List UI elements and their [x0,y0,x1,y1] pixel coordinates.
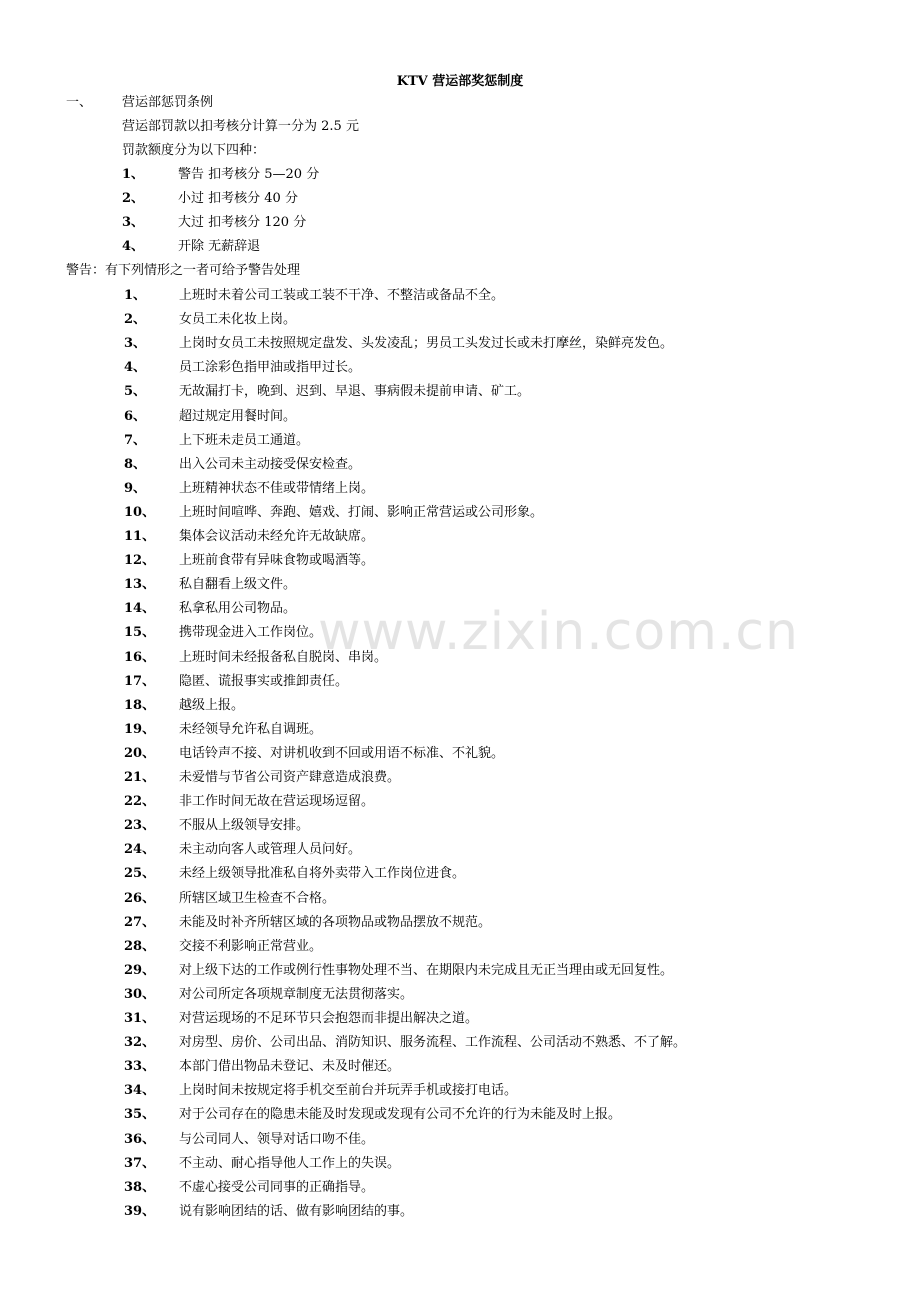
warning-item-number: 32、 [124,1035,156,1051]
warning-item-number: 2、 [124,312,147,328]
warning-item-number: 14、 [124,601,156,617]
warning-item-number: 35、 [124,1107,156,1123]
warning-item-number: 39、 [124,1203,156,1219]
warning-item-text: 集体会议活动未经允许无故缺席。 [179,529,375,544]
document-title: KTV 营运部奖惩制度 [396,74,524,89]
warning-item-number: 1、 [124,288,147,303]
warning-item-text: 出入公司未主动接受保安检查。 [179,456,362,472]
warning-item-number: 15、 [124,625,156,641]
warning-item-number: 9、 [124,480,147,496]
warning-item-number: 21、 [124,770,156,785]
warning-item-text: 所辖区域卫生检查不合格。 [179,890,336,906]
warning-item-text: 女员工未化妆上岗。 [179,312,297,328]
section-number: 一、 [66,95,93,110]
warning-item-number: 37、 [124,1155,156,1171]
warning-item-text: 上班时间未经报备私自脱岗、串岗。 [179,649,388,665]
warning-item-text: 对公司所定各项规章制度无法贯彻落实。 [179,986,414,1002]
warning-item-text: 上岗时女员工未按照规定盘发、头发凌乱；男员工头发过长或未打摩丝，染鲜亮发色。 [179,336,674,352]
section-title: 营运部惩罚条例 [122,95,214,110]
penalty-text: 大过 扣考核分 120 分 [178,215,307,230]
warning-item-number: 10、 [124,504,156,520]
warning-item-number: 13、 [124,577,156,593]
warning-item-text: 非工作时间无故在营运现场逗留。 [179,794,375,810]
warning-item-text: 不主动、耐心指导他人工作上的失误。 [179,1155,401,1171]
warning-item-text: 不服从上级领导安排。 [179,818,310,834]
warning-item-number: 26、 [124,890,156,906]
warning-item-number: 31、 [124,1011,156,1026]
warning-item-text: 私自翻看上级文件。 [179,577,297,593]
warning-item-text: 不虚心接受公司同事的正确指导。 [179,1179,375,1195]
warning-item-number: 24、 [124,842,156,858]
warning-item-text: 对营运现场的不足环节只会抱怨而非提出解决之道。 [179,1011,479,1026]
penalty-number: 4、 [122,239,145,254]
warning-item-text: 未经上级领导批准私自将外卖带入工作岗位进食。 [179,866,466,882]
warning-item-number: 7、 [124,432,147,448]
warning-item-number: 23、 [124,818,156,834]
warning-item-number: 25、 [124,866,156,882]
warning-item-text: 上岗时间未按规定将手机交至前台并玩弄手机或接打电话。 [179,1083,518,1099]
warning-item-text: 上班精神状态不佳或带情绪上岗。 [179,480,375,496]
penalty-text: 开除 无薪辞退 [178,239,261,254]
warning-item-text: 私拿私用公司物品。 [179,601,297,617]
warning-item-text: 本部门借出物品未登记、未及时催还。 [179,1059,401,1075]
warning-item-text: 上班时间喧哗、奔跑、嬉戏、打闹、影响正常营运或公司形象。 [179,504,544,520]
warning-item-number: 36、 [124,1131,156,1147]
warning-item-number: 20、 [124,745,156,761]
warning-item-text: 上班前食带有异味食物或喝酒等。 [179,553,375,569]
warning-item-text: 与公司同人、领导对话口吻不佳。 [179,1131,375,1147]
warning-item-number: 38、 [124,1179,156,1195]
warning-item-number: 6、 [124,408,147,424]
warning-item-number: 5、 [124,384,147,400]
warning-item-text: 对于公司存在的隐患未能及时发现或发现有公司不允许的行为未能及时上报。 [179,1107,622,1123]
warning-item-text: 对房型、房价、公司出品、消防知识、服务流程、工作流程、公司活动不熟悉、不了解。 [179,1035,687,1051]
warning-item-text: 电话铃声不接、对讲机收到不回或用语不标准、不礼貌。 [179,745,505,761]
warning-item-number: 28、 [124,938,156,954]
penalty-number: 3、 [122,215,145,230]
penalty-number: 1、 [122,167,145,182]
warning-item-number: 33、 [124,1059,156,1075]
warning-item-text: 超过规定用餐时间。 [179,408,297,424]
warning-item-number: 11、 [124,529,156,544]
warning-item-text: 无故漏打卡，晚到、迟到、早退、事病假未提前申请、矿工。 [179,384,531,400]
warning-item-text: 上班时未着公司工装或工装不干净、不整洁或备品不全。 [179,288,505,303]
warning-item-text: 对上级下达的工作或例行性事物处理不当、在期限内未完成且无正当理由或无回复性。 [179,962,674,978]
warning-item-number: 22、 [124,794,156,810]
penalty-text: 小过 扣考核分 40 分 [178,191,298,206]
warning-item-number: 27、 [124,914,156,930]
warning-item-number: 34、 [124,1083,156,1099]
penalty-number: 2、 [122,191,145,206]
watermark: www.zixin.com.cn [318,602,799,662]
warning-item-number: 19、 [124,721,156,737]
warning-item-text: 员工涂彩色指甲油或指甲过长。 [179,360,362,376]
warning-item-text: 未经领导允许私自调班。 [179,721,323,737]
warning-item-text: 说有影响团结的话、做有影响团结的事。 [179,1203,414,1219]
warning-item-number: 4、 [124,360,147,376]
warning-item-number: 30、 [124,986,156,1002]
warning-item-text: 未爱惜与节省公司资产肆意造成浪费。 [179,770,401,785]
warning-item-text: 交接不利影响正常营业。 [179,938,323,954]
warning-item-number: 8、 [124,456,147,472]
penalty-types-intro: 罚款额度分为以下四种： [122,143,266,158]
warning-item-text: 隐匿、谎报事实或推卸责任。 [179,673,349,689]
penalty-text: 警告 扣考核分 5—20 分 [178,167,320,182]
warning-item-text: 越级上报。 [179,697,245,713]
warning-heading: 警告：有下列情形之一者可给予警告处理 [66,263,301,278]
warning-item-number: 16、 [124,649,156,665]
warning-item-number: 18、 [124,697,156,713]
warning-item-text: 携带现金进入工作岗位。 [179,625,323,641]
warning-item-number: 3、 [124,336,147,352]
warning-item-number: 29、 [124,962,156,978]
warning-item-text: 未能及时补齐所辖区域的各项物品或物品摆放不规范。 [179,914,492,930]
warning-item-text: 上下班未走员工通道。 [179,432,310,448]
warning-item-number: 12、 [124,553,156,569]
warning-item-text: 未主动向客人或管理人员问好。 [179,842,362,858]
fine-rate-text: 营运部罚款以扣考核分计算一分为 2.5 元 [122,119,359,134]
warning-item-number: 17、 [124,673,156,689]
